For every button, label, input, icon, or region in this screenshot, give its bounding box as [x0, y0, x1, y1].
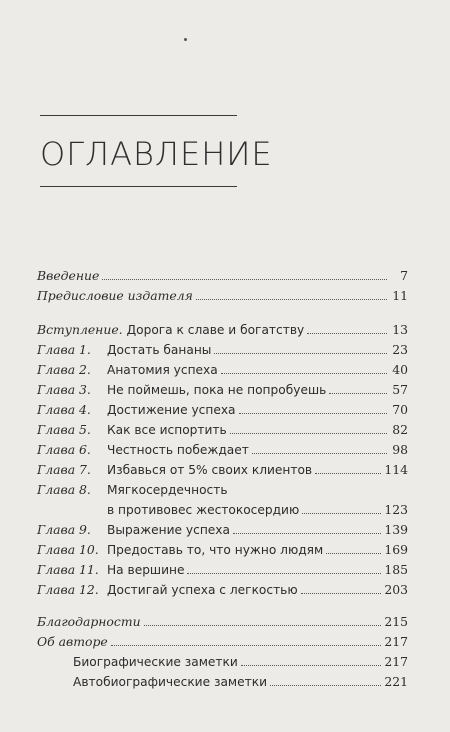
chapter-title: Достижение успеха [107, 403, 236, 417]
entry-title: Дорога к славе и богатству [126, 323, 305, 337]
entry-page: 114 [384, 462, 408, 477]
toc-entry-autobiographical-notes[interactable] [37, 670, 408, 690]
chapter-label: Глава 10. [37, 542, 99, 557]
entry-page: 7 [400, 268, 408, 283]
dot-leader [241, 665, 382, 666]
toc-entry-foreword[interactable] [37, 318, 408, 338]
chapter-label: Глава 3. [37, 382, 91, 397]
toc-entry-chapter-6[interactable] [37, 438, 408, 458]
dot-leader [233, 533, 381, 534]
entry-label: Вступление. [37, 322, 123, 337]
chapter-title: Достигай успеха с легкостью [107, 583, 298, 597]
entry-page: 82 [392, 422, 408, 437]
entry-page: 70 [392, 402, 408, 417]
dot-leader [221, 373, 387, 374]
chapter-label: Глава 1. [37, 342, 91, 357]
chapter-label: Глава 9. [37, 522, 91, 537]
toc-entry-chapter-8-continued[interactable] [37, 498, 408, 518]
entry-label: Предисловие издателя [37, 288, 193, 303]
chapter-label: Глава 12. [37, 582, 99, 597]
heading-rule-top [40, 115, 237, 116]
chapter-title-continued: в противовес жестокосердию [107, 503, 300, 517]
heading-rule-bottom [40, 186, 237, 187]
entry-page: 221 [384, 674, 408, 689]
toc-entry-chapter-7[interactable] [37, 458, 408, 478]
toc-entry-acknowledgements[interactable] [37, 610, 408, 630]
dot-leader [329, 393, 387, 394]
chapter-label: Глава 6. [37, 442, 91, 457]
toc-entry-chapter-12[interactable] [37, 578, 408, 598]
chapter-title: Честность побеждает [107, 443, 249, 457]
entry-page: 217 [384, 654, 408, 669]
entry-page: 123 [384, 502, 408, 517]
toc-entry-introduction[interactable] [37, 264, 408, 284]
print-speck [184, 38, 187, 41]
chapter-label: Глава 5. [37, 422, 91, 437]
chapter-title: Мягкосердечность [107, 483, 228, 497]
dot-leader [307, 333, 387, 334]
toc-entry-publisher-preface[interactable] [37, 284, 408, 304]
entry-page: 40 [392, 362, 408, 377]
chapter-label: Глава 11. [37, 562, 99, 577]
chapter-title: Выражение успеха [107, 523, 230, 537]
entry-title: Автобиографические заметки [73, 675, 267, 689]
chapter-title: Анатомия успеха [107, 363, 218, 377]
dot-leader [326, 553, 381, 554]
dot-leader [144, 625, 382, 626]
dot-leader [196, 299, 387, 300]
entry-page: 11 [392, 288, 408, 303]
entry-label: Об авторе [37, 634, 108, 649]
chapter-label: Глава 7. [37, 462, 91, 477]
dot-leader [214, 353, 387, 354]
toc-entry-chapter-2[interactable] [37, 358, 408, 378]
chapter-title: Предоставь то, что нужно людям [107, 543, 324, 557]
chapter-label: Глава 2. [37, 362, 91, 377]
chapter-label: Глава 8. [37, 482, 91, 497]
entry-page: 23 [392, 342, 408, 357]
chapter-title: Как все испортить [107, 423, 227, 437]
page-title: ОГЛАВЛЕНИЕ [40, 135, 273, 173]
dot-leader [111, 645, 382, 646]
dot-leader [301, 593, 382, 594]
dot-leader [230, 433, 387, 434]
entry-page: 139 [384, 522, 408, 537]
toc-entry-chapter-11[interactable] [37, 558, 408, 578]
entry-page: 215 [384, 614, 408, 629]
entry-page: 203 [384, 582, 408, 597]
dot-leader [239, 413, 388, 414]
chapter-title: На вершине [107, 563, 185, 577]
entry-page: 13 [392, 322, 408, 337]
toc-entry-chapter-1[interactable] [37, 338, 408, 358]
dot-leader [252, 453, 387, 454]
dot-leader [315, 473, 381, 474]
entry-page: 217 [384, 634, 408, 649]
entry-label: Введение [37, 268, 100, 283]
dot-leader [270, 685, 381, 686]
chapter-label: Глава 4. [37, 402, 91, 417]
chapter-title: Избавься от 5% своих клиентов [107, 463, 313, 477]
entry-page: 57 [392, 382, 408, 397]
toc-entry-chapter-3[interactable] [37, 378, 408, 398]
dot-leader [102, 279, 387, 280]
dot-leader [302, 513, 381, 514]
toc-entry-chapter-8[interactable] [37, 478, 408, 498]
chapter-title: Не поймешь, пока не попробуешь [107, 383, 327, 397]
toc-entry-chapter-4[interactable] [37, 398, 408, 418]
toc-entry-chapter-9[interactable] [37, 518, 408, 538]
entry-title: Биографические заметки [73, 655, 238, 669]
toc-entry-biographical-notes[interactable] [37, 650, 408, 670]
toc-entry-about-author[interactable] [37, 630, 408, 650]
entry-page: 185 [384, 562, 408, 577]
entry-page: 169 [384, 542, 408, 557]
toc-entry-chapter-10[interactable] [37, 538, 408, 558]
toc-entry-chapter-5[interactable] [37, 418, 408, 438]
chapter-title: Достать бананы [107, 343, 212, 357]
entry-label: Благодарности [37, 614, 141, 629]
entry-page: 98 [392, 442, 408, 457]
dot-leader [187, 573, 381, 574]
